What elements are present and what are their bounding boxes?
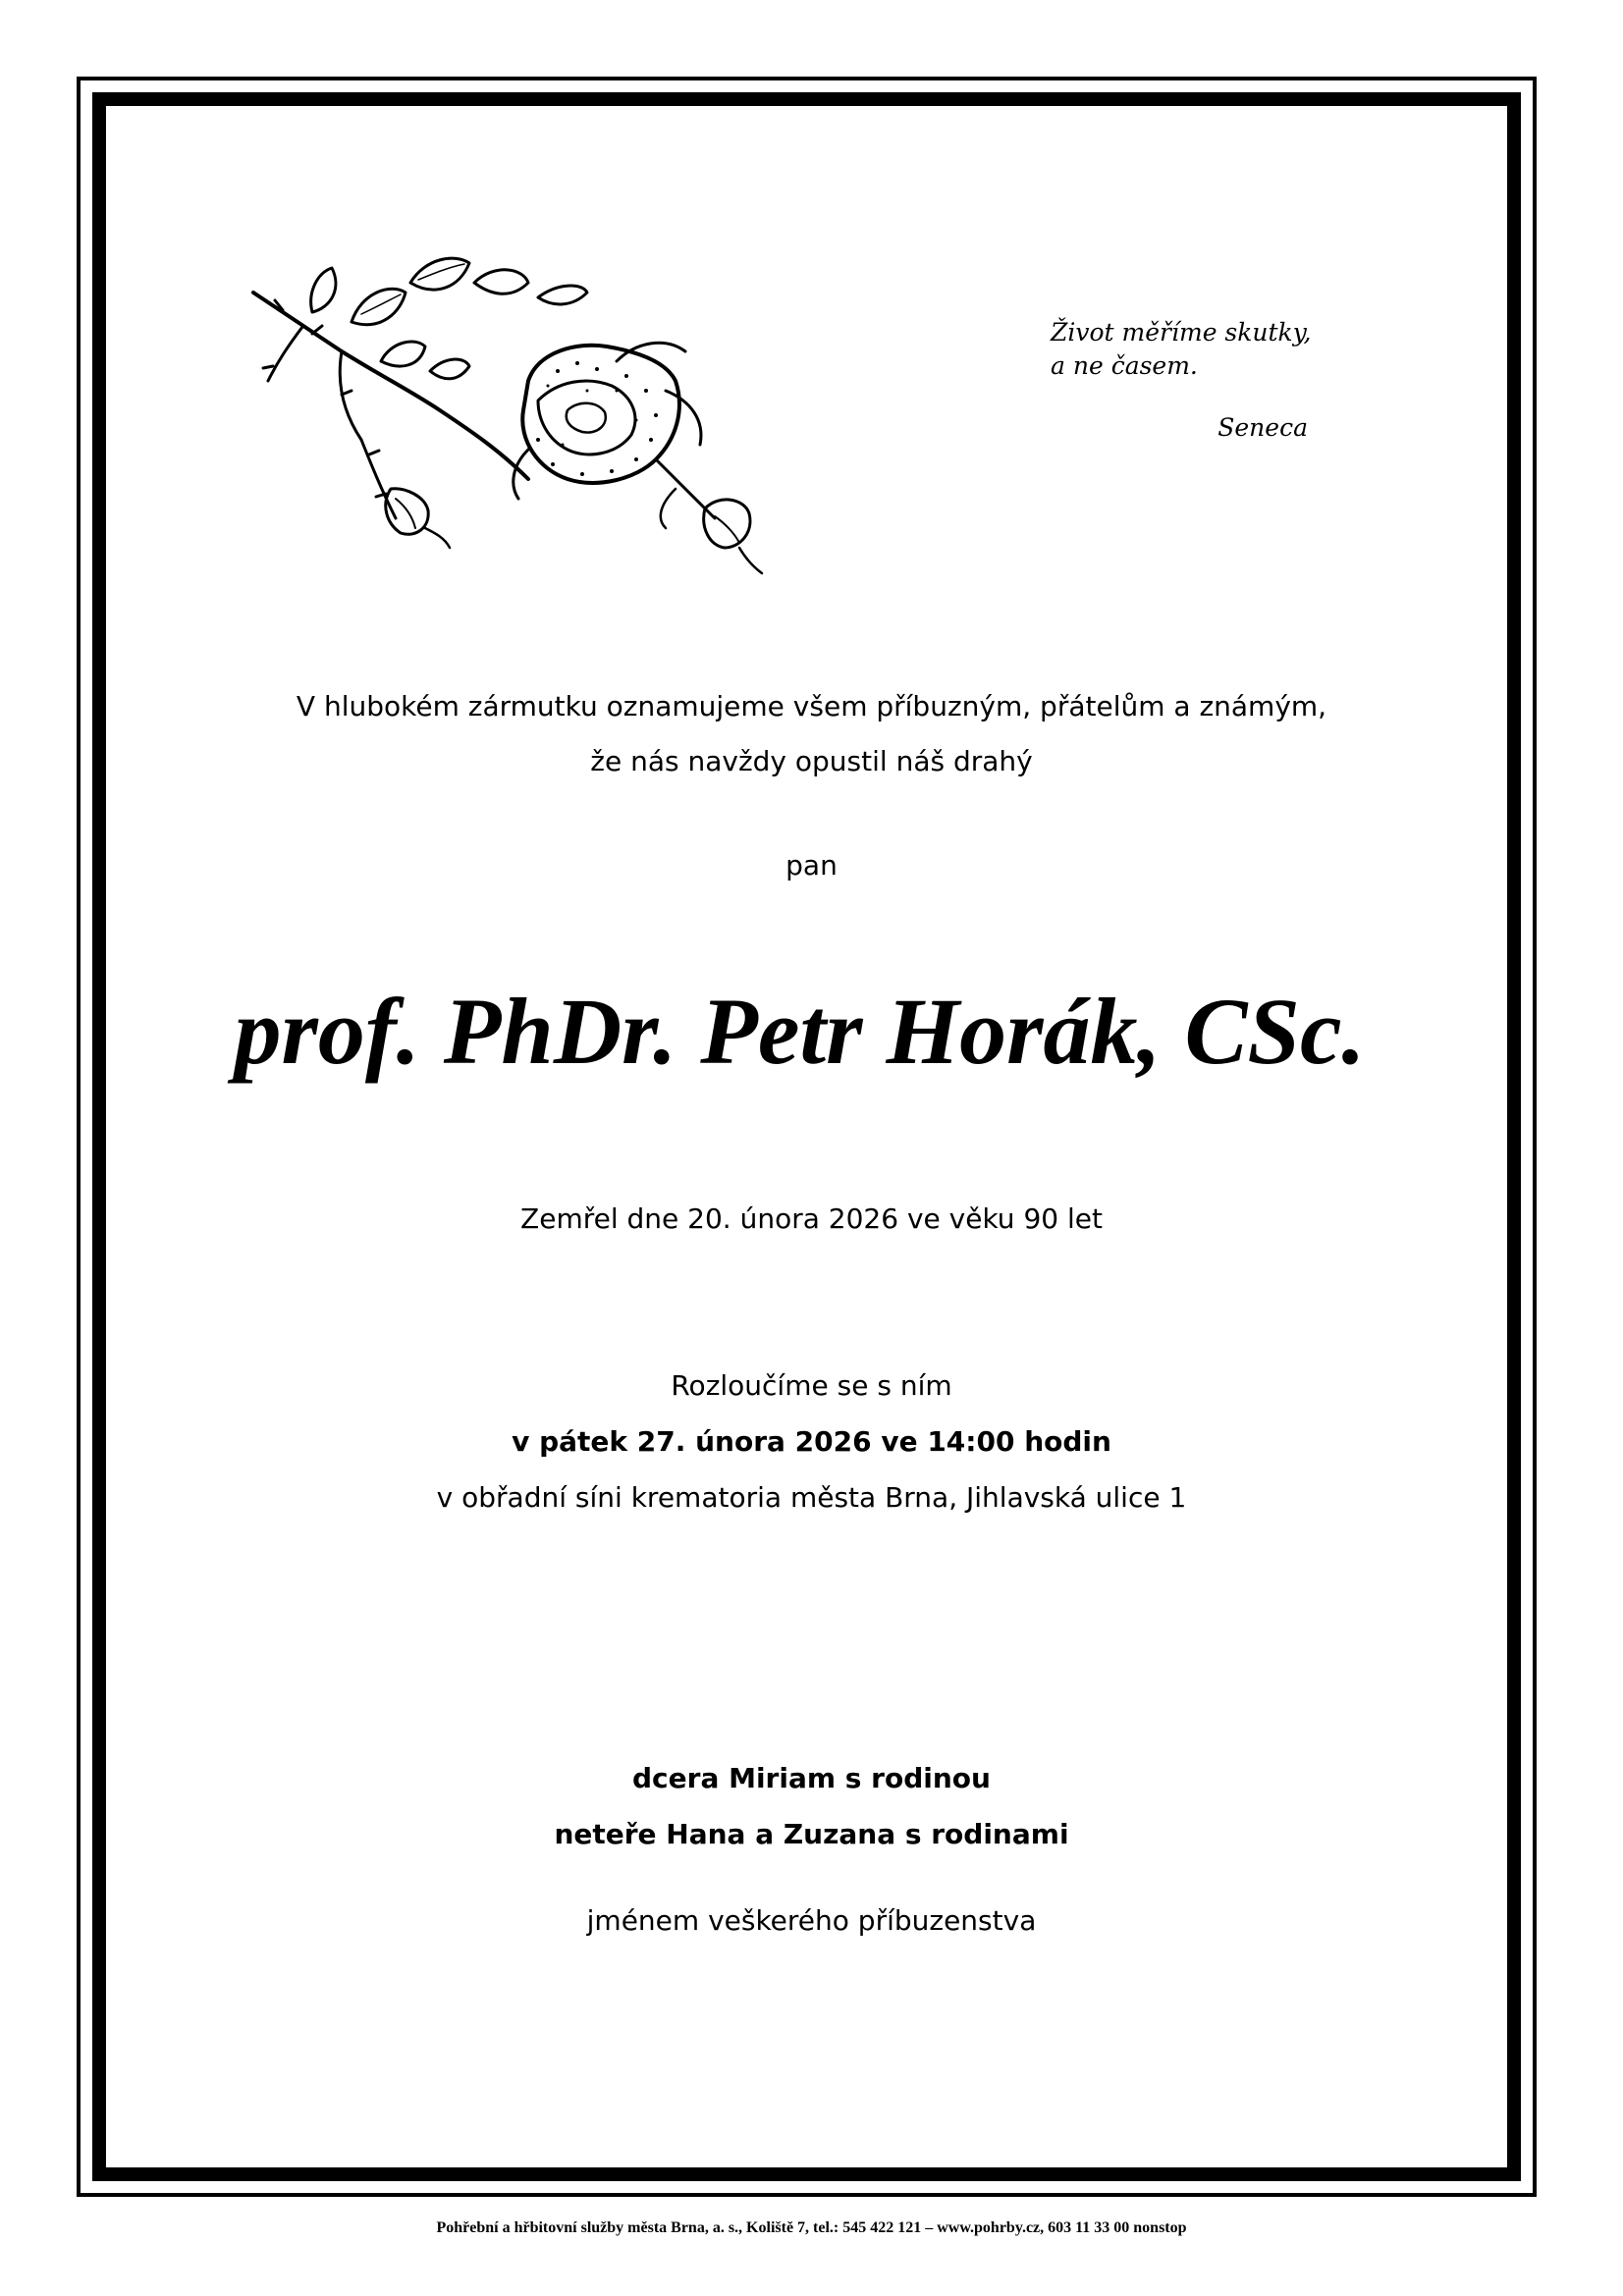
quote-line-2: a ne časem. xyxy=(1051,351,1198,380)
footer-funeral-service: Pohřební a hřbitovní služby města Brna, a. s., Koliště 7, tel.: 545 422 121 – www.pohrby.cz, 603 11 33 00 nonstop xyxy=(436,2219,1187,2236)
honorific: pan xyxy=(785,849,838,881)
deceased-name: prof. PhDr. Petr Horák, CSc. xyxy=(234,979,1366,1084)
announcement-line-1: V hlubokém zármutku oznamujeme všem příbuzným, přátelům a známým, xyxy=(296,690,1327,722)
ceremony-intro: Rozloučíme se s ním xyxy=(671,1369,952,1402)
mourners-line-2: neteře Hana a Zuzana s rodinami xyxy=(554,1818,1069,1850)
rose-branch-illustration xyxy=(243,253,784,577)
mourners-on-behalf: jménem veškerého příbuzenstva xyxy=(586,1904,1037,1937)
quote-line-1: Život měříme skutky, xyxy=(1051,318,1312,347)
ceremony-datetime: v pátek 27. února 2026 ve 14:00 hodin xyxy=(512,1425,1111,1458)
death-info: Zemřel dne 20. února 2026 ve věku 90 let xyxy=(520,1202,1103,1235)
quote-author: Seneca xyxy=(1217,413,1308,442)
mourners-line-1: dcera Miriam s rodinou xyxy=(632,1762,991,1794)
announcement-line-2: že nás navždy opustil náš drahý xyxy=(590,745,1033,777)
quote-block xyxy=(1051,316,1345,445)
ceremony-place: v obřadní síni krematoria města Brna, Jihlavská ulice 1 xyxy=(436,1481,1187,1514)
